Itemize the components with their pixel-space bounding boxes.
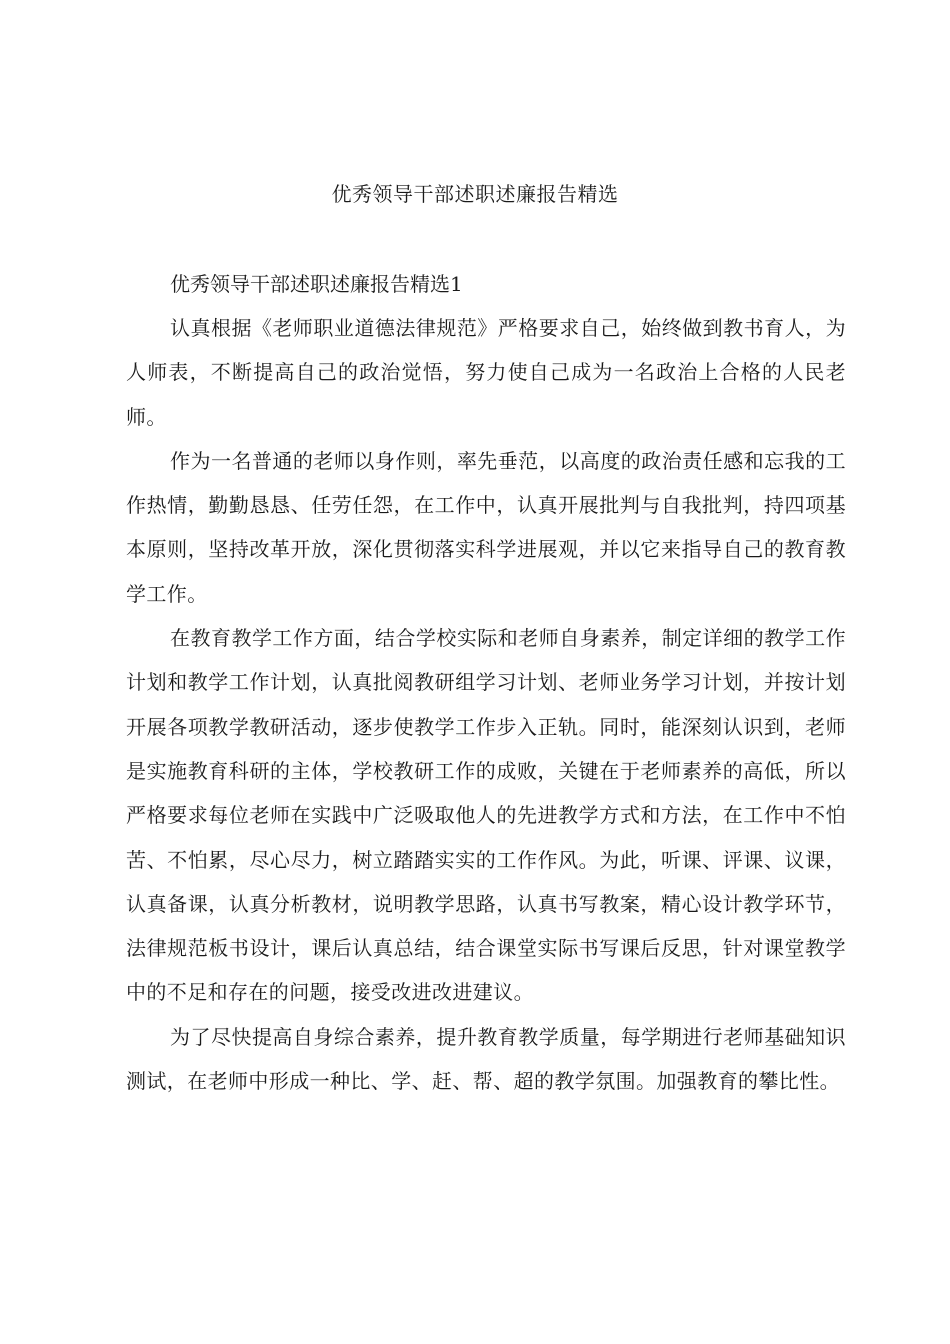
section-heading: 优秀领导干部述职述廉报告精选1 — [170, 272, 463, 296]
paragraph-1: 认真根据《老师职业道德法律规范》严格要求自己，始终做到教书育人，为人师表，不断提高自己的政治觉悟，努力使自己成为一名政治上合格的人民老师。 — [126, 316, 846, 429]
document-title: 优秀领导干部述职述廉报告精选 — [331, 182, 619, 206]
paragraph-4: 为了尽快提高自身综合素养，提升教育教学质量，每学期进行老师基础知识测试，在老师中形成一种比、学、赶、帮、超的教学氛围。加强教育的攀比性。 — [126, 1024, 846, 1094]
paragraph-3: 在教育教学工作方面，结合学校实际和老师自身素养，制定详细的教学工作计划和教学工作计划，认真批阅教研组学习计划、老师业务学习计划，并按计划开展各项教学教研活动，逐步使教学工作步入正轨。同时，能深刻认识到，老师是实施教育科研的主体，学校教研工作的成败，关键在于老师素养的高低，所以严格要求每位老师在实践中广泛吸取他人的先进教学方式和方法，在工作中不怕苦、不怕累，尽心尽力，树立踏踏实实的工作作风。为此，听课、评课、议课，认真备课，认真分析教材，说明教学思路，认真书写教案，精心设计教学环节，法律规范板书设计，课后认真总结，结合课堂实际书写课后反思，针对课堂教学中的不足和存在的问题，接受改进改进建议。 — [126, 626, 846, 1005]
document-body — [126, 262, 846, 1103]
paragraph-2: 作为一名普通的老师以身作则，率先垂范，以高度的政治责任感和忘我的工作热情，勤勤恳恳、任劳任怨，在工作中，认真开展批判与自我批判，持四项基本原则，坚持改革开放，深化贯彻落实科学进展观，并以它来指导自己的教育教学工作。 — [126, 448, 846, 606]
